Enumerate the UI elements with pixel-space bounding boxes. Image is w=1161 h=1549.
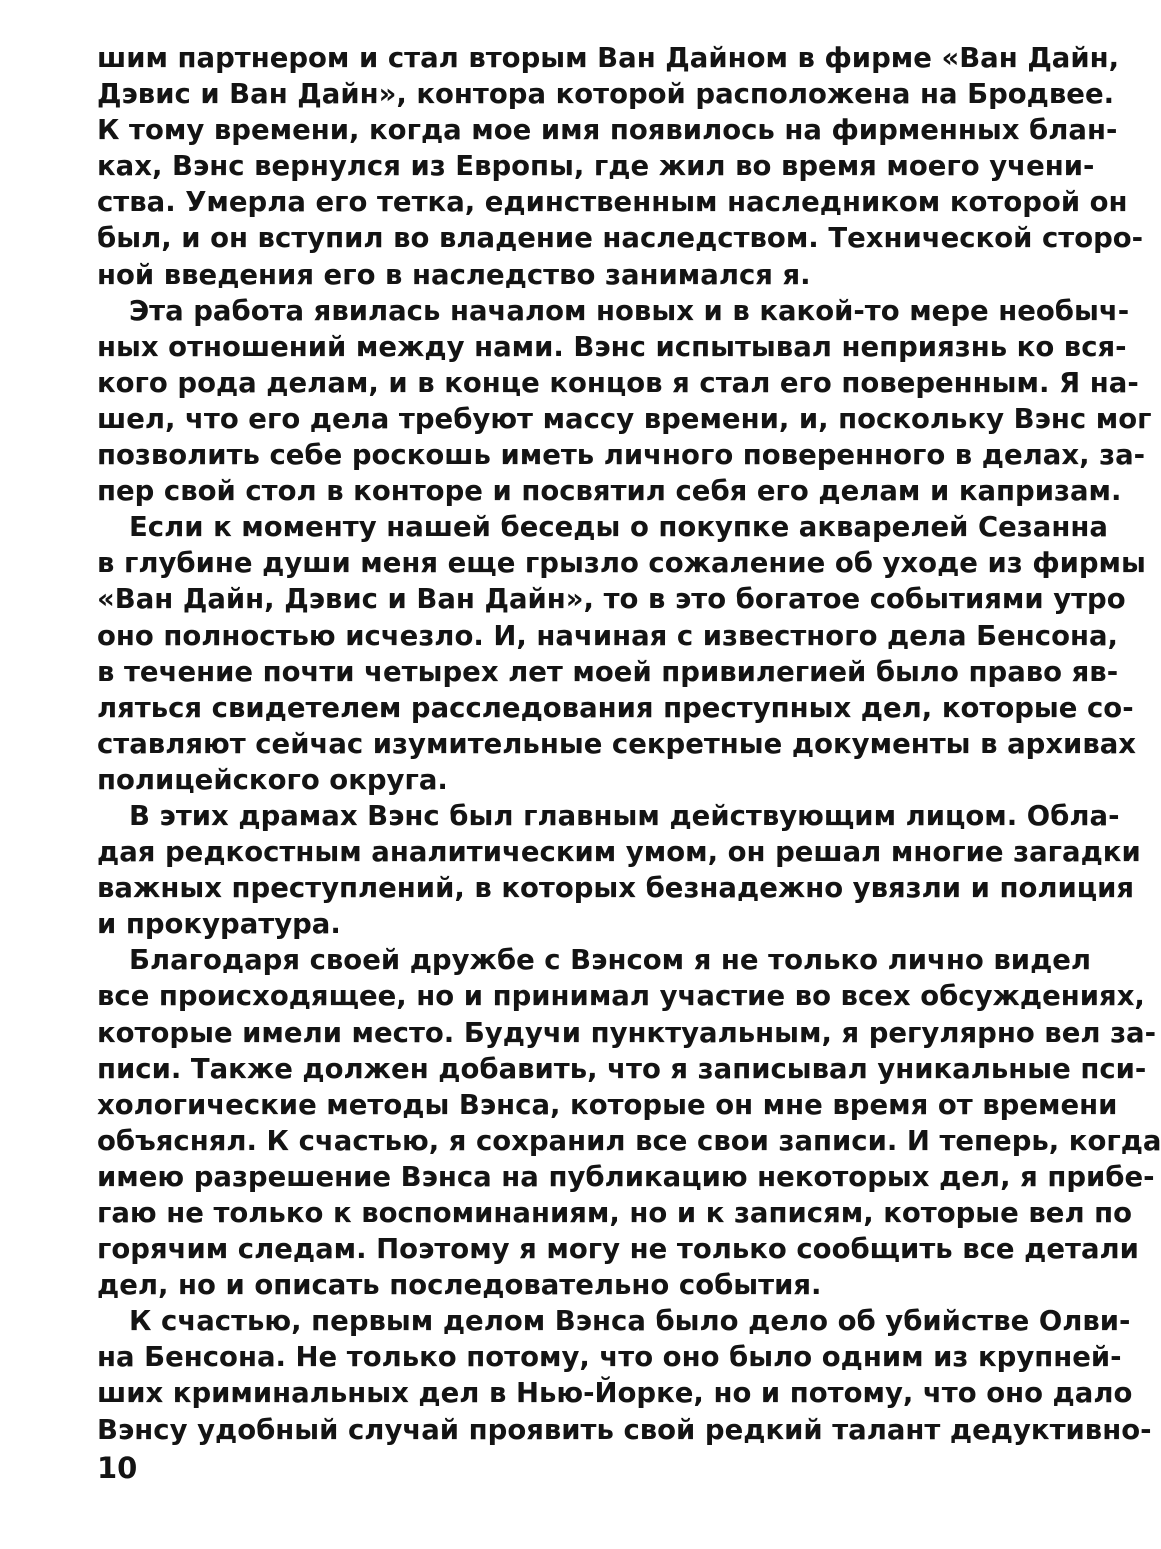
- text-line: К тому времени, когда мое имя появилось на фирменных блан-: [97, 114, 1118, 147]
- text-line: ной введения его в наследство занимался я.: [97, 258, 811, 291]
- text-line: в глубине души меня еще грызло сожаление об уходе из фирмы: [97, 547, 1146, 580]
- text-line: в течение почти четырех лет моей привилегией было право яв-: [97, 655, 1119, 688]
- text-line: горячим следам. Поэтому я могу не только сообщить все детали: [97, 1233, 1139, 1266]
- text-line: Если к моменту нашей беседы о покупке акварелей Сезанна: [129, 511, 1108, 544]
- text-line: важных преступлений, в которых безнадежно увязли и полиция: [97, 872, 1135, 905]
- text-line: ных отношений между нами. Вэнс испытывал неприязнь ко вся-: [97, 330, 1127, 363]
- text-line: дел, но и описать последовательно события.: [97, 1269, 822, 1302]
- text-line: гаю не только к воспоминаниям, но и к записям, которые вел по: [97, 1197, 1133, 1229]
- text-line: В этих драмах Вэнс был главным действующим лицом. Обла-: [129, 799, 1120, 832]
- text-line: ляться свидетелем расследования преступных дел, которые со-: [97, 691, 1134, 724]
- paragraph: [97, 1303, 1152, 1447]
- text-line: ставляют сейчас изумительные секретные документы в архивах: [97, 727, 1137, 760]
- text-line: пер свой стол в конторе и посвятил себя его делам и капризам.: [97, 475, 1122, 508]
- text-line: «Ван Дайн, Дэвис и Ван Дайн», то в это богатое событиями утро: [97, 583, 1126, 616]
- page-text: [97, 40, 1161, 1448]
- text-line: все происходящее, но и принимал участие во всех обсуждениях,: [97, 980, 1145, 1013]
- text-line: позволить себе роскошь иметь личного поверенного в делах, за-: [97, 439, 1146, 472]
- text-line: полицейского округа.: [97, 763, 448, 796]
- text-line: ших криминальных дел в Нью-Йорке, но и потому, что оно дало: [97, 1377, 1133, 1410]
- text-line: которые имели место. Будучи пунктуальным, я регулярно вел за-: [97, 1016, 1157, 1049]
- text-line: хологические методы Вэнса, которые он мне время от времени: [97, 1088, 1118, 1121]
- text-line: Вэнсу удобный случай проявить свой редкий талант дедуктивно-: [97, 1413, 1152, 1446]
- text-line: шел, что его дела требуют массу времени, и, поскольку Вэнс мог: [97, 402, 1152, 435]
- text-line: писи. Также должен добавить, что я записывал уникальные пси-: [97, 1052, 1147, 1085]
- text-line: объяснял. К счастью, я сохранил все свои записи. И теперь, когда: [97, 1124, 1161, 1157]
- text-line: был, и он вступил во владение наследством. Технической сторо-: [97, 222, 1144, 255]
- text-line: ках, Вэнс вернулся из Европы, где жил во время моего учени-: [97, 150, 1095, 183]
- text-line: К счастью, первым делом Вэнса было дело об убийстве Олви-: [129, 1305, 1131, 1338]
- text-line: имею разрешение Вэнса на публикацию некоторых дел, я прибе-: [97, 1160, 1155, 1193]
- text-line: Дэвис и Ван Дайн», контора которой расположена на Бродвее.: [97, 78, 1115, 111]
- paragraph: [97, 40, 1144, 293]
- text-line: ства. Умерла его тетка, единственным наследником которой он: [97, 186, 1128, 219]
- paragraph: [97, 798, 1141, 942]
- text-line: дая редкостным аналитическим умом, он решал многие загадки: [97, 836, 1141, 869]
- text-line: оно полностью исчезло. И, начиная с известного дела Бенсона,: [97, 619, 1118, 652]
- text-line: и прокуратура.: [97, 908, 341, 941]
- paragraph: [97, 942, 1161, 1303]
- page-number: 10: [97, 1451, 138, 1485]
- text-line: шим партнером и стал вторым Ван Дайном в фирме «Ван Дайн,: [97, 42, 1120, 74]
- text-line: кого рода делам, и в конце концов я стал его поверенным. Я на-: [97, 366, 1139, 399]
- text-line: Эта работа явилась началом новых и в какой-то мере необыч-: [129, 294, 1130, 327]
- text-line: Благодаря своей дружбе с Вэнсом я не только лично видел: [129, 944, 1092, 977]
- paragraph: [97, 293, 1152, 510]
- text-line: на Бенсона. Не только потому, что оно было одним из крупней-: [97, 1341, 1122, 1374]
- paragraph: [97, 509, 1146, 798]
